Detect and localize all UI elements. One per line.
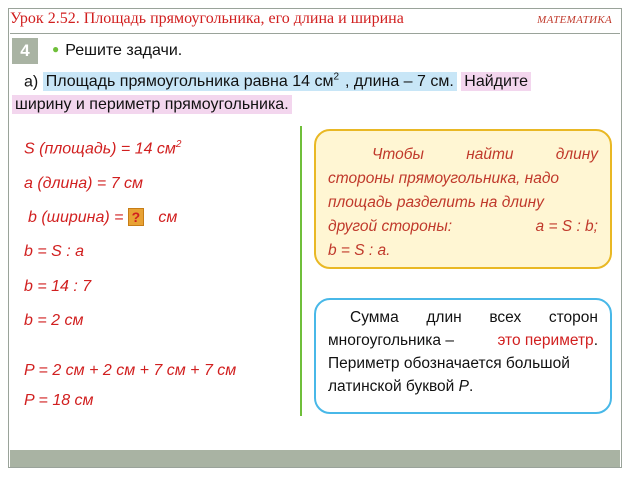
rule1-line3: площадь разделить на длину <box>328 194 544 211</box>
perimeter-answer: P = 18 см <box>24 392 94 409</box>
rule-box-perimeter <box>314 298 612 414</box>
rule2-line3: Периметр обозначается большой <box>328 355 570 372</box>
rule2-line4: латинской буквой P. <box>328 378 474 395</box>
lesson-title: Урок 2.52. Площадь прямоугольника, его длина и ширина <box>10 10 404 27</box>
bullet-icon: ● <box>52 42 60 56</box>
width-answer: b = 2 см <box>24 312 84 329</box>
given-width: b (ширина) = ? см <box>28 209 178 226</box>
task-question-line-1 <box>24 72 531 91</box>
question-text-2: , длина – 7 см. <box>342 72 457 91</box>
task-question-line-2 <box>12 96 292 114</box>
instruction-text: Решите задачи. <box>65 42 183 59</box>
given-length: a (длина) = 7 см <box>24 175 144 192</box>
rule1-line4: другой стороны: a = S : b; <box>328 218 598 235</box>
question-text-1: Площадь прямоугольника равна 14 $см^2$ <box>43 72 342 91</box>
column-divider <box>300 126 302 416</box>
subject-label: МАТЕМАТИКА <box>537 14 612 26</box>
header-divider <box>10 33 620 34</box>
rule-box-width <box>314 129 612 269</box>
part-label: а) <box>24 73 39 91</box>
rule2-line1: Сумма длин всех сторон <box>350 309 598 326</box>
rule1-line1: Чтобы найти длину <box>372 146 598 163</box>
task-instruction <box>52 42 182 60</box>
rule1-line5: b = S : a. <box>328 242 391 259</box>
perimeter-sum: P = 2 см + 2 см + 7 см + 7 см <box>24 362 237 379</box>
formula-general: b = S : a <box>24 243 85 260</box>
footer-strip <box>10 450 620 467</box>
rule1-line2: стороны прямоугольника, надо <box>328 170 560 187</box>
given-area: S (площадь) = 14 $см^2$ <box>24 139 182 158</box>
formula-substituted: b = 14 : 7 <box>24 278 92 295</box>
rule2-line2: многоугольника – это периметр. <box>328 332 598 349</box>
question-text-4: ширину и периметр прямоугольника. <box>12 95 292 114</box>
unknown-marker: ? <box>128 208 144 226</box>
question-text-3: Найдите <box>461 72 531 91</box>
task-number: 4 <box>12 38 38 64</box>
